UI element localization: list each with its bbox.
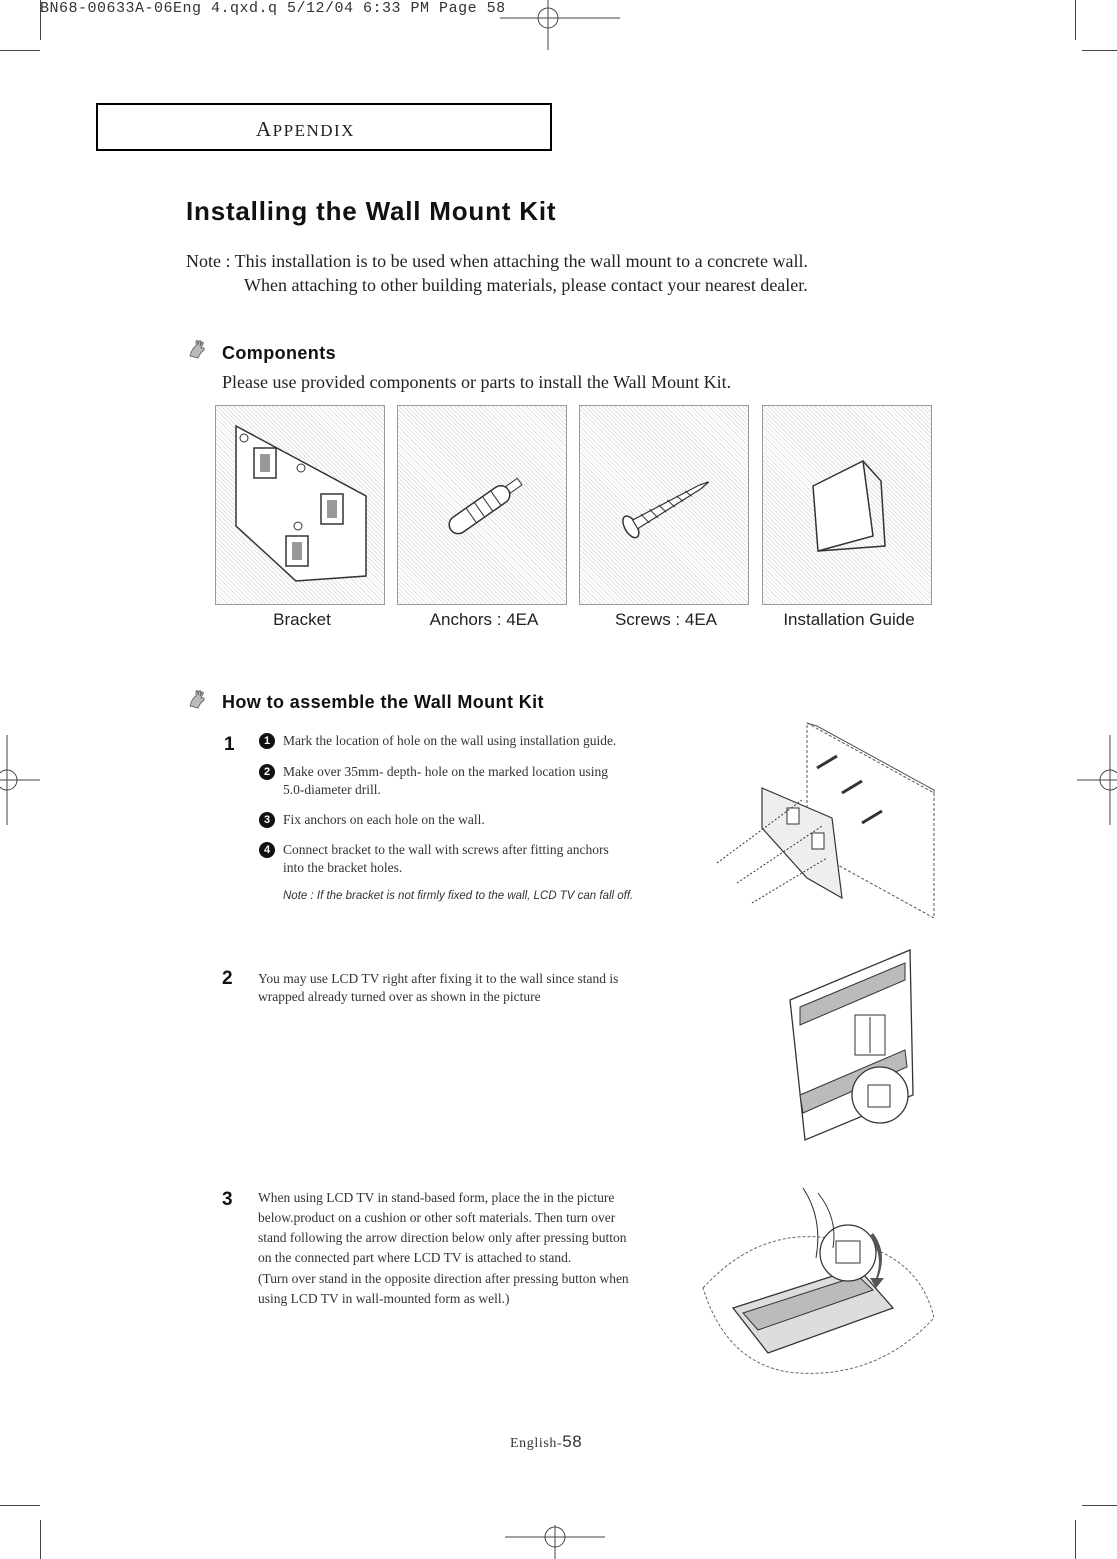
note-line-2: When attaching to other building materials, please contact your nearest dealer. [244,275,808,295]
appendix-label [256,117,355,142]
step1-text-4a: Connect bracket to the wall with screws after fitting anchors [283,842,609,857]
guide-icon [763,406,932,605]
step1-warning-note: Note : If the bracket is not firmly fixed to the wall, LCD TV can fall off. [283,890,634,902]
step3-line-2: below.product on a cushion or other soft materials. Then turn over [258,1210,616,1225]
hand-icon [186,338,210,362]
step3-line-6: using LCD TV in wall-mounted form as well.) [258,1291,510,1306]
crop-mark [0,1505,40,1506]
appendix-rest: PPENDIX [272,121,355,140]
anchor-icon [398,406,567,605]
step1-text-3: Fix anchors on each hole on the wall. [283,812,485,827]
step3-line-1: When using LCD TV in stand-based form, place the in the picture [258,1190,615,1205]
page-footer [510,1432,582,1452]
components-intro: Please use provided components or parts to install the Wall Mount Kit. [222,372,732,392]
appendix-header [96,103,552,151]
registration-mark-icon [0,735,40,825]
stand-turnover-illustration [698,1178,938,1378]
step-number-3: 3 [222,1189,233,1210]
registration-mark-icon [505,1525,605,1559]
crop-mark [40,1520,41,1559]
step-bullet-3: 3 [259,812,275,828]
component-screws [579,405,749,605]
component-anchors [397,405,567,605]
crop-mark [1082,50,1117,51]
step1-text-4b: into the bracket holes. [283,860,403,875]
caption-guide: Installation Guide [783,610,915,629]
assemble-heading: How to assemble the Wall Mount Kit [222,692,544,712]
step3-line-4: on the connected part where LCD TV is attached to stand. [258,1250,572,1265]
page-number: 58 [562,1432,583,1451]
step3-line-3: stand following the arrow direction below only after pressing button [258,1230,627,1245]
note-paragraph [186,249,808,297]
bracket-icon [216,406,385,605]
hand-icon [186,688,210,712]
caption-screws: Screws : 4EA [614,610,718,629]
screw-icon [580,406,749,605]
note-line-1: Note : This installation is to be used when attaching the wall mount to a concrete wall. [186,251,809,271]
step-bullet-1: 1 [259,733,275,749]
step-number-1: 1 [224,734,235,755]
wall-mount-illustration [712,718,937,918]
registration-mark-icon [1077,735,1117,825]
caption-bracket: Bracket [273,610,331,629]
step3-line-5: (Turn over stand in the opposite direction after pressing button when [258,1271,629,1286]
step2-line-2: wrapped already turned over as shown in the picture [258,989,541,1004]
caption-anchors: Anchors : 4EA [429,610,539,629]
component-guide [762,405,932,605]
step1-text-1: Mark the location of hole on the wall using installation guide. [283,733,617,748]
step-number-2: 2 [222,968,233,989]
crop-mark [1075,0,1076,40]
step1-text-2b: 5.0-diameter drill. [283,782,381,797]
step2-line-1: You may use LCD TV right after fixing it to the wall since stand is [258,971,619,986]
page-title: Installing the Wall Mount Kit [186,196,557,226]
component-bracket [215,405,385,605]
crop-mark [1075,1520,1076,1559]
tv-back-illustration [785,945,925,1145]
step1-text-2a: Make over 35mm- depth- hole on the marked location using [283,764,609,779]
registration-mark-icon [500,0,620,50]
crop-mark [0,50,40,51]
appendix-initial: A [256,117,273,141]
footer-prefix: English- [510,1436,563,1451]
print-slug: BN68-00633A-06Eng 4.qxd.q 5/12/04 6:33 PM Page 58 [40,0,506,17]
crop-mark [1082,1505,1117,1506]
step-bullet-2: 2 [259,764,275,780]
step-bullet-4: 4 [259,842,275,858]
components-heading: Components [222,343,336,363]
